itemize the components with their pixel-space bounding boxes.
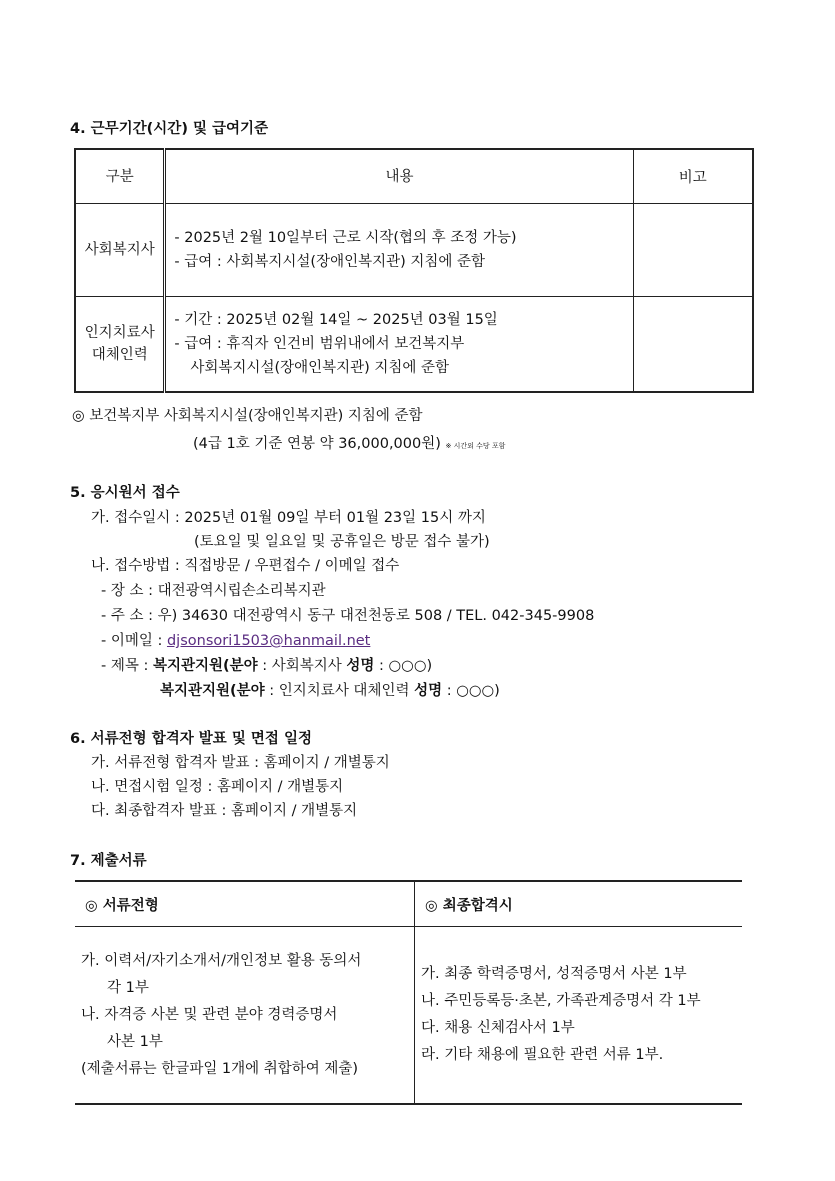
row-category [75, 297, 165, 393]
category-text: 대체인력 [91, 347, 148, 363]
subject-line-1 [101, 654, 432, 675]
section-6-heading: 6. 서류전형 합격자 발표 및 면접 일정 [70, 731, 312, 747]
section-7-heading: 7. 제출서류 [70, 853, 147, 869]
category-text: 사회복지사 [84, 242, 155, 258]
receipt-period-note: (토요일 및 일요일 및 공휴일은 방문 접수 불가) [194, 534, 490, 550]
row-remarks [633, 297, 753, 393]
content-line: 사회복지시설(장애인복지관) 지침에 준함 [190, 360, 450, 376]
section-5-heading: 5. 응시원서 접수 [70, 485, 180, 501]
header-final-pass: ◎ 최종합격시 [415, 881, 743, 927]
subject-bold: 복지관지원(분야 [160, 683, 265, 699]
subject-bold: 복지관지원(분야 [152, 658, 258, 674]
row-category [75, 204, 165, 297]
header-category: 구분 [75, 149, 165, 204]
category-text: 인지치료사 [84, 325, 155, 341]
content-line: - 급여 : 휴직자 인건비 범위내에서 보건복지부 [174, 336, 465, 352]
content-line: - 급여 : 사회복지시설(장애인복지관) 지침에 준함 [174, 254, 486, 270]
table-row [75, 204, 753, 297]
submission-documents-table [75, 880, 742, 1105]
subject-text: : ○○○) [442, 683, 500, 699]
receipt-place: - 장 소 : 대전광역시립손소리복지관 [101, 583, 326, 599]
receipt-period: 가. 접수일시 : 2025년 01월 09일 부터 01월 23일 15시 까지 [91, 510, 486, 526]
list-item: 다. 채용 신체검사서 1부 [421, 1020, 575, 1036]
email-link[interactable]: djsonsori1503@hanmail.net [166, 633, 371, 649]
email-label: - 이메일 : [101, 633, 167, 649]
content-line: - 2025년 2월 10일부터 근로 시작(협의 후 조정 가능) [174, 230, 517, 246]
subject-text: : 사회복지사 [257, 658, 347, 674]
table-row [75, 927, 742, 1105]
interview-schedule: 나. 면접시험 일정 : 홈페이지 / 개별통지 [91, 779, 344, 795]
row-remarks [633, 204, 753, 297]
salary-note: ◎ 보건복지부 사회복지시설(장애인복지관) 지침에 준함 [72, 408, 423, 424]
salary-note-detail [193, 432, 505, 453]
list-item: 나. 자격증 사본 및 관련 분야 경력증명서 [81, 1006, 338, 1023]
salary-amount: (4급 1호 기준 연봉 약 36,000,000원) [193, 436, 441, 452]
subject-text: : 인지치료사 대체인력 [264, 683, 415, 699]
receipt-method: 나. 접수방법 : 직접방문 / 우편접수 / 이메일 접수 [91, 558, 400, 574]
list-item: 각 1부 [107, 979, 149, 996]
subject-label: - 제목 : [101, 658, 153, 674]
receipt-address: - 주 소 : 우) 34630 대전광역시 동구 대전천동로 508 / TEL. 042-345-9908 [101, 608, 595, 624]
list-item: 나. 주민등록등·초본, 가족관계증명서 각 1부 [421, 993, 701, 1009]
row-content [165, 204, 633, 297]
document-screening-list [75, 927, 415, 1105]
final-pass-announce: 다. 최종합격자 발표 : 홈페이지 / 개별통지 [91, 803, 358, 819]
section-4-heading: 4. 근무기간(시간) 및 급여기준 [70, 121, 269, 137]
subject-line-2 [160, 679, 500, 700]
subject-text: : ○○○) [374, 658, 433, 674]
overtime-note: ※ 시간외 수당 포함 [445, 442, 506, 450]
header-remarks: 비고 [633, 149, 753, 204]
work-period-salary-table [74, 148, 754, 393]
content-line: - 기간 : 2025년 02월 14일 ~ 2025년 03월 15일 [174, 312, 498, 328]
table-header-row [75, 881, 742, 927]
receipt-email-line [101, 629, 370, 650]
doc-pass-announce: 가. 서류전형 합격자 발표 : 홈페이지 / 개별통지 [91, 755, 390, 771]
table-header-row [75, 149, 753, 204]
list-item: 가. 이력서/자기소개서/개인정보 활용 동의서 [81, 952, 362, 969]
subject-bold: 성명 [414, 683, 443, 699]
row-content [165, 297, 633, 393]
list-item: 사본 1부 [107, 1033, 163, 1050]
list-item: 가. 최종 학력증명서, 성적증명서 사본 1부 [421, 966, 687, 982]
header-document-screening: ◎ 서류전형 [75, 881, 415, 927]
header-content: 내용 [165, 149, 633, 204]
final-pass-list [415, 927, 743, 1105]
subject-bold: 성명 [346, 658, 375, 674]
list-item: 라. 기타 채용에 필요한 관련 서류 1부. [421, 1047, 664, 1063]
list-item: (제출서류는 한글파일 1개에 취합하여 제출) [81, 1060, 359, 1077]
table-row [75, 297, 753, 393]
